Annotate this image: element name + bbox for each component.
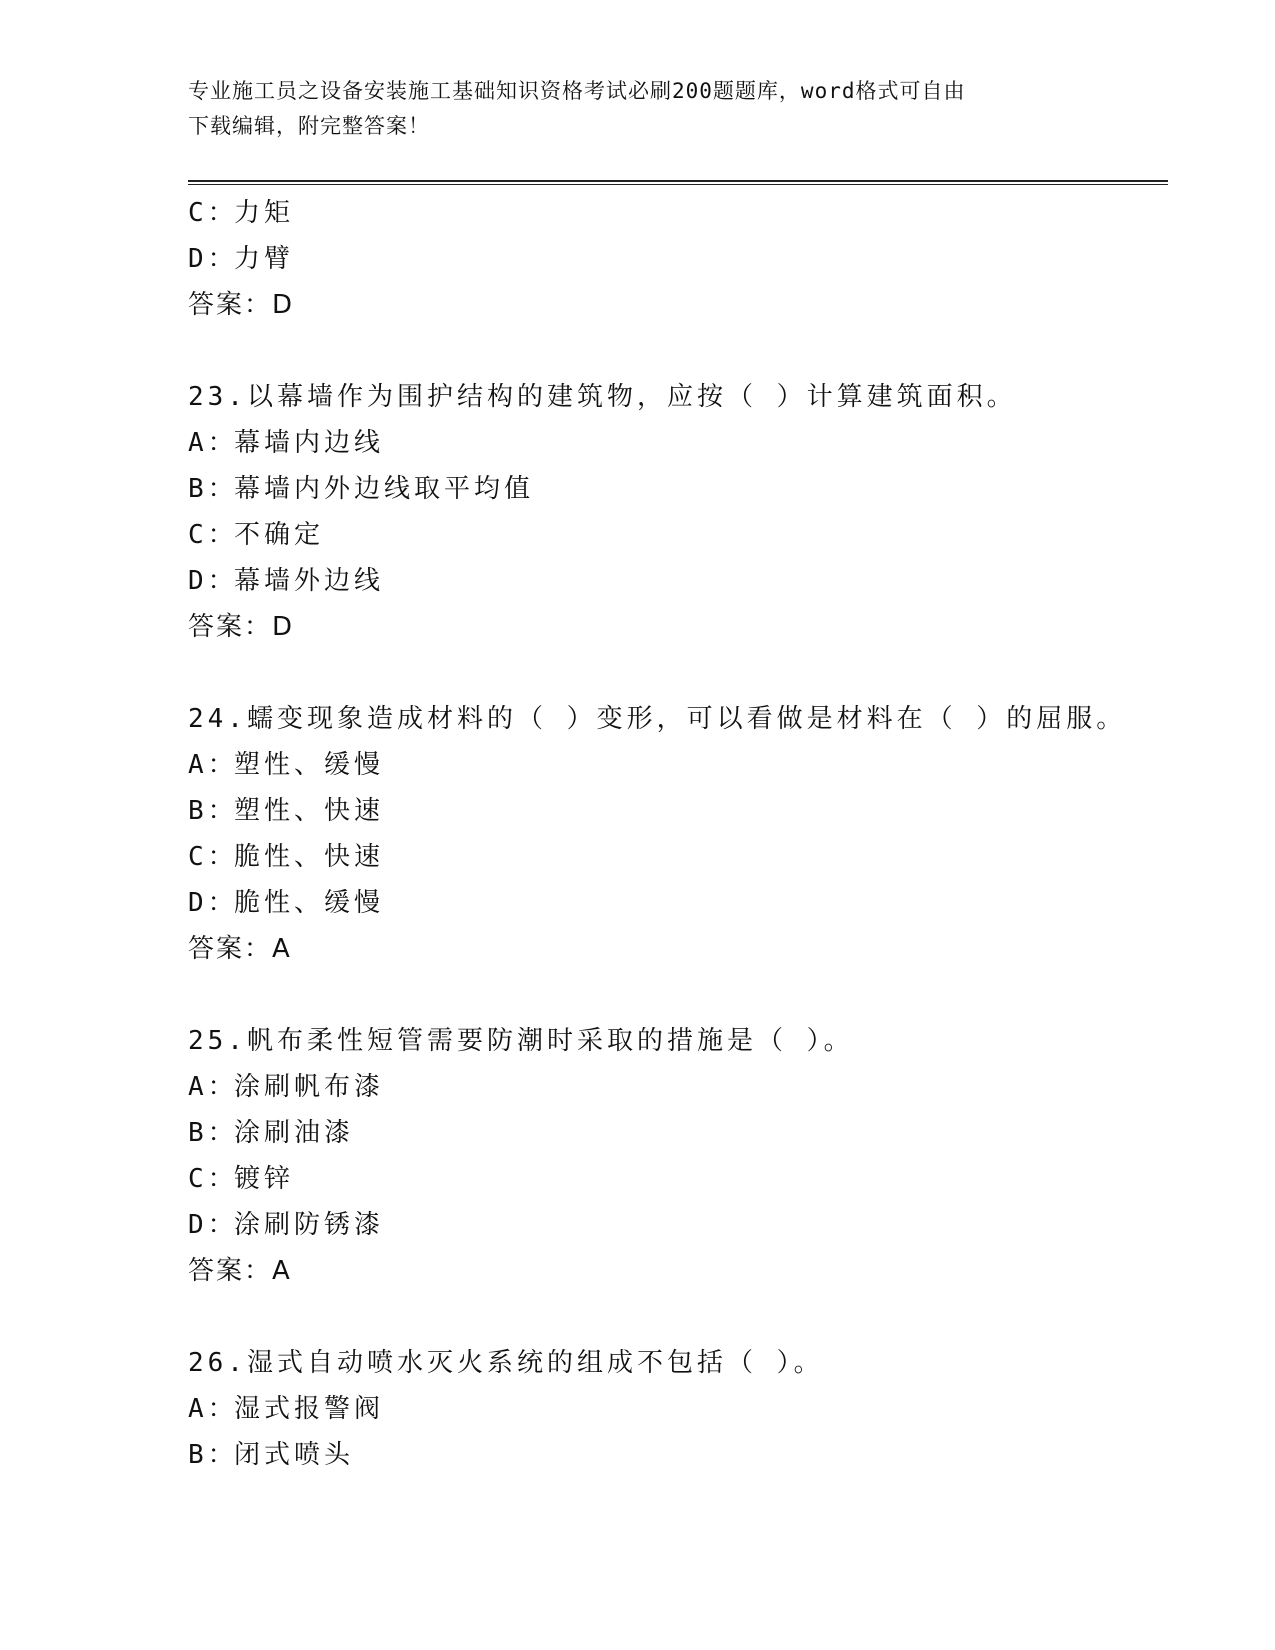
header-divider (188, 180, 1168, 185)
option-key: D： (188, 888, 238, 918)
option-key: D： (188, 566, 238, 596)
question-stem: 24.蠕变现象造成材料的（ ）变形，可以看做是材料在（ ）的屈服。 (188, 704, 1127, 734)
option-key: C： (188, 1164, 238, 1194)
option-row (188, 880, 1168, 926)
option-row (188, 742, 1168, 788)
option-row (188, 512, 1168, 558)
answer-line: 答案：A (188, 934, 292, 964)
option-key: A： (188, 1072, 238, 1102)
option-text: 涂刷防锈漆 (234, 1210, 385, 1240)
question-list (188, 190, 1168, 1478)
option-key: B： (188, 1440, 238, 1470)
option-text: 塑性、快速 (234, 796, 385, 826)
option-row (188, 1156, 1168, 1202)
option-key: D： (188, 1210, 238, 1240)
option-row (188, 1386, 1168, 1432)
document-header (188, 74, 1088, 144)
option-key: D： (188, 244, 238, 274)
option-key: B： (188, 796, 238, 826)
option-key: B： (188, 1118, 238, 1148)
answer-line: 答案：A (188, 1256, 292, 1286)
option-row (188, 466, 1168, 512)
option-text: 闭式喷头 (234, 1440, 355, 1470)
header-line-2: 下载编辑，附完整答案！ (188, 114, 430, 138)
question-stem: 23.以幕墙作为围护结构的建筑物，应按（ ）计算建筑面积。 (188, 382, 1017, 412)
question-stem: 25.帆布柔性短管需要防潮时采取的措施是（ ）。 (188, 1026, 854, 1056)
option-text: 力臂 (234, 244, 295, 274)
option-row (188, 788, 1168, 834)
option-text: 塑性、缓慢 (234, 750, 385, 780)
option-key: C： (188, 520, 238, 550)
option-key: A： (188, 428, 238, 458)
option-row (188, 834, 1168, 880)
option-key: C： (188, 198, 238, 228)
option-key: A： (188, 750, 238, 780)
option-key: A： (188, 1394, 238, 1424)
option-row (188, 1432, 1168, 1478)
option-row (188, 236, 1168, 282)
option-row (188, 190, 1168, 236)
option-text: 幕墙内外边线取平均值 (234, 474, 535, 504)
option-text: 脆性、缓慢 (234, 888, 385, 918)
option-text: 镀锌 (234, 1164, 295, 1194)
option-key: B： (188, 474, 238, 504)
option-row (188, 1064, 1168, 1110)
question-stem: 26.湿式自动喷水灭火系统的组成不包括（ ）。 (188, 1348, 824, 1378)
answer-line: 答案：D (188, 612, 295, 642)
option-text: 不确定 (234, 520, 325, 550)
option-row (188, 420, 1168, 466)
option-row (188, 558, 1168, 604)
option-text: 幕墙外边线 (234, 566, 385, 596)
option-text: 涂刷油漆 (234, 1118, 355, 1148)
option-key: C： (188, 842, 238, 872)
option-text: 幕墙内边线 (234, 428, 385, 458)
option-text: 力矩 (234, 198, 295, 228)
header-line-1: 专业施工员之设备安装施工基础知识资格考试必刷200题题库，word格式可自由 (188, 79, 966, 103)
option-row (188, 1202, 1168, 1248)
option-text: 脆性、快速 (234, 842, 385, 872)
option-text: 湿式报警阀 (234, 1394, 385, 1424)
option-row (188, 1110, 1168, 1156)
option-text: 涂刷帆布漆 (234, 1072, 385, 1102)
answer-line: 答案：D (188, 290, 295, 320)
